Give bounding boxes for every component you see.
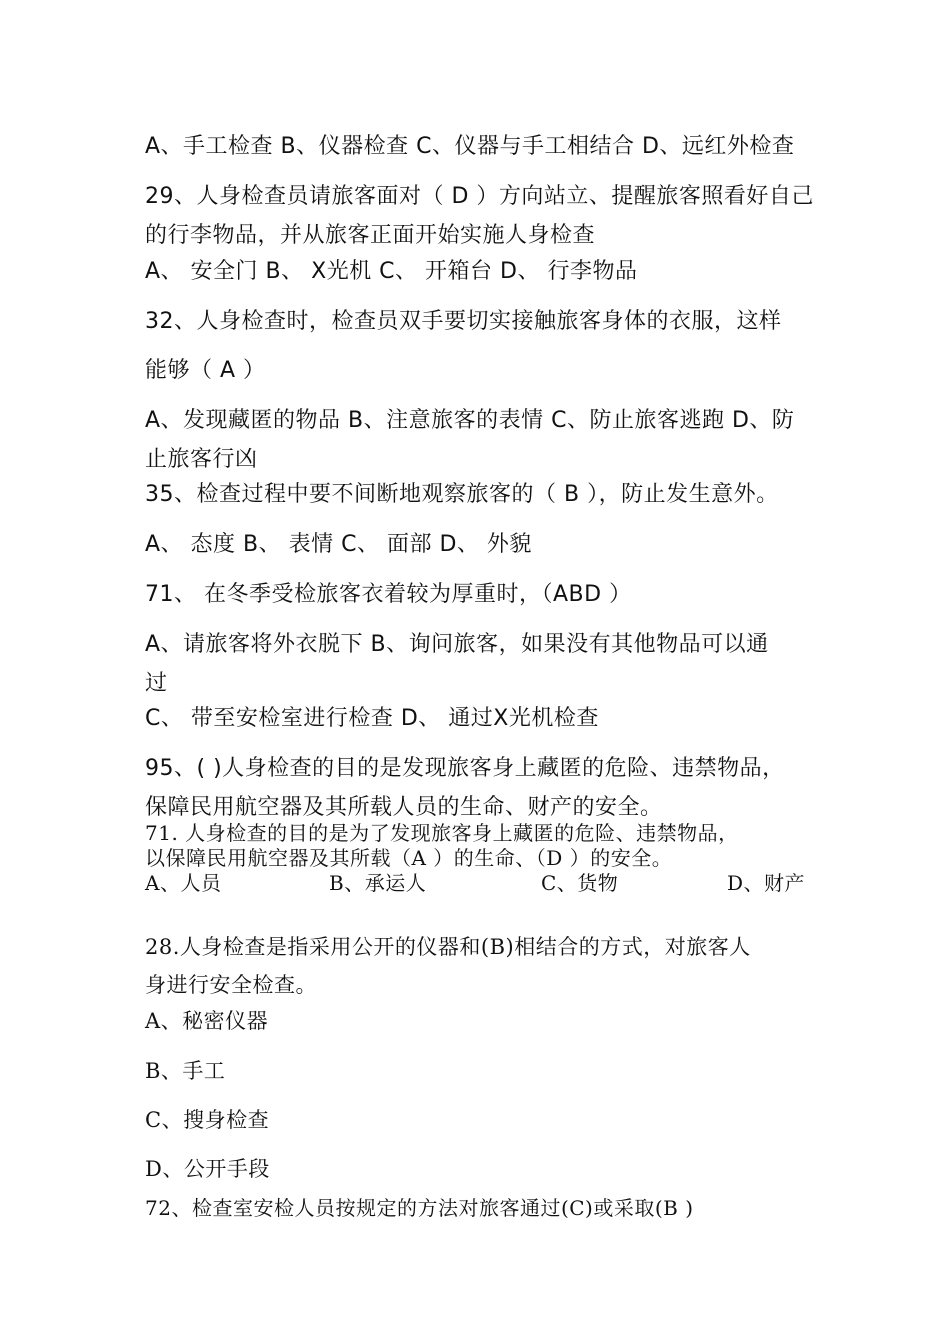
options-line: C、 带至安检室进行检查 D、 通过X光机检查: [145, 706, 599, 731]
question-28: 28.人身检查是指采用公开的仪器和(B)相结合的方式，对旅客人: [145, 935, 751, 959]
question-29: 29、人身检查员请旅客面对（ D ）方向站立、提醒旅客照看好自己: [145, 184, 814, 209]
option-b: B、承运人: [329, 871, 427, 895]
options-line: A、 安全门 B、 X光机 C、 开箱台 D、 行李物品: [145, 259, 638, 284]
text-line: 过: [145, 671, 168, 696]
options-line: A、 态度 B、 表情 C、 面部 D、 外貌: [145, 532, 532, 557]
text-line: 的行李物品，并从旅客正面开始实施人身检查: [145, 223, 596, 248]
option-line: C、搜身检查: [145, 1108, 270, 1132]
options-line: A、请旅客将外衣脱下 B、询问旅客，如果没有其他物品可以通: [145, 632, 769, 657]
option-line: B、手工: [145, 1059, 226, 1083]
text-line: 身进行安全检查。: [145, 973, 317, 997]
question-32: 32、人身检查时，检查员双手要切实接触旅客身体的衣服，这样: [145, 309, 782, 334]
text-line: 以保障民用航空器及其所载（A ）的生命、（D ）的安全。: [145, 846, 673, 870]
question-35: 35、检查过程中要不间断地观察旅客的（ B ），防止发生意外。: [145, 482, 779, 507]
question-95: 95、( )人身检查的目的是发现旅客身上藏匿的危险、违禁物品，: [145, 756, 785, 781]
option-d: D、财产: [727, 871, 806, 895]
options-line: A、发现藏匿的物品 B、注意旅客的表情 C、防止旅客逃跑 D、防: [145, 408, 795, 433]
question-71: 71、 在冬季受检旅客衣着较为厚重时，（ABD ）: [145, 582, 632, 607]
option-c: C、货物: [541, 871, 619, 895]
text-line: 保障民用航空器及其所载人员的生命、财产的安全。: [145, 795, 663, 820]
text-line: 止旅客行凶: [145, 447, 258, 472]
question-71b: 71. 人身检查的目的是为了发现旅客身上藏匿的危险、违禁物品，: [145, 821, 739, 845]
options-row-71: [145, 871, 810, 897]
text-line: 能够（ A ）: [145, 358, 266, 383]
option-a: A、人员: [145, 871, 222, 895]
option-line: A、秘密仪器: [145, 1009, 269, 1033]
question-72: 72、检查室安检人员按规定的方法对旅客通过(C)或采取(B ): [145, 1196, 694, 1220]
text-line: A、手工检查 B、仪器检查 C、仪器与手工相结合 D、远红外检查: [145, 134, 795, 159]
option-line: D、公开手段: [145, 1157, 270, 1181]
